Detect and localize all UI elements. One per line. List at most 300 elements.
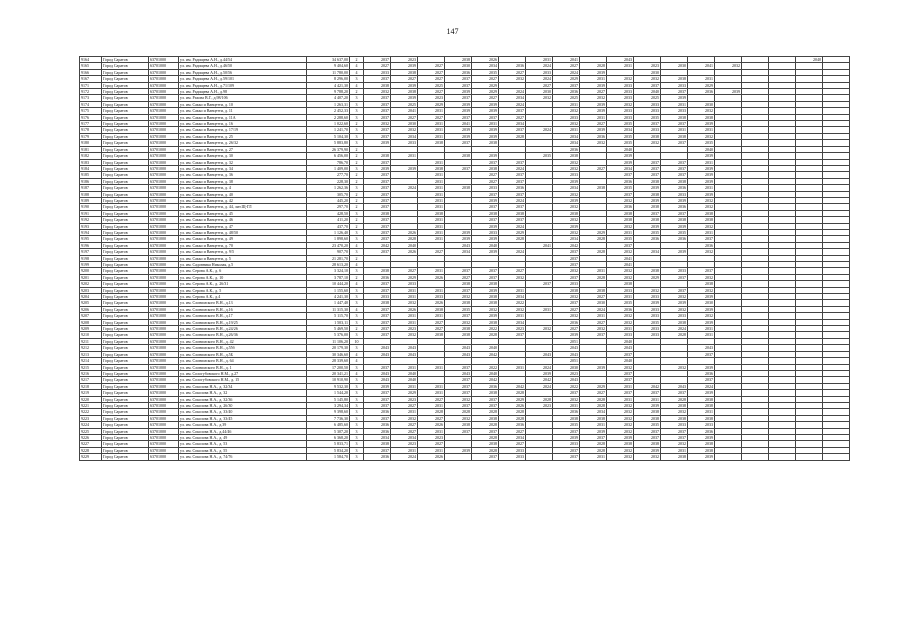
table-cell: ул. им. Сакко и Ванцетти, д. 17/19 (179, 127, 307, 133)
table-cell: 9212 (80, 345, 102, 351)
table-cell: 2038 (553, 287, 580, 293)
table-cell: 2039 (445, 127, 472, 133)
table-cell: 2039 (472, 249, 499, 255)
table-cell: 2038 (364, 268, 391, 274)
table-cell: 9228 (80, 447, 102, 453)
table-cell: 2039 (607, 434, 634, 440)
table-cell: 2038 (661, 178, 688, 184)
table-cell: 63701000 (149, 108, 179, 114)
table-cell: 63701000 (149, 370, 179, 376)
table-cell: 2023 (418, 95, 445, 101)
table-cell: 2036 (688, 370, 715, 376)
table-cell: Город Саратов (102, 242, 149, 248)
table-cell: 2038 (445, 300, 472, 306)
table-cell: ул. им. Слонимского В.Н., д.24/26 (179, 326, 307, 332)
table-cell: 2038 (445, 422, 472, 428)
table-cell: 2028 (472, 409, 499, 415)
table-cell: 445,20 (307, 197, 350, 203)
table-cell: 2033 (661, 313, 688, 319)
table-cell: 63701000 (149, 159, 179, 165)
table-cell: 2032 (607, 428, 634, 434)
table-cell: 297,70 (307, 204, 350, 210)
table-cell: 2035 (472, 69, 499, 75)
table-cell: 2029 (580, 383, 607, 389)
table-cell: Город Саратов (102, 268, 149, 274)
table-cell: 2031 (418, 287, 445, 293)
table-cell: 2035 (634, 229, 661, 235)
table-cell: 2032 (499, 76, 526, 82)
table-cell: Город Саратов (102, 217, 149, 223)
table-cell: 2036 (580, 133, 607, 139)
table-cell: 2028 (472, 332, 499, 338)
table-cell: 2027 (553, 326, 580, 332)
table-cell: 2037 (553, 82, 580, 88)
table-cell: 3 (350, 383, 364, 389)
table-cell: 9193 (80, 223, 102, 229)
table-cell: 2024 (391, 454, 418, 460)
table-cell: Город Саратов (102, 396, 149, 402)
table-cell: 2026 (418, 422, 445, 428)
table-cell: 2 (350, 57, 364, 63)
table-cell: 2032 (688, 204, 715, 210)
table-cell: 2033 (607, 89, 634, 95)
table-cell: 2031 (418, 197, 445, 203)
table-cell: 2034 (472, 63, 499, 69)
table-cell: 2038 (472, 165, 499, 171)
table-cell: 2037 (445, 377, 472, 383)
table-cell: 2037 (364, 249, 391, 255)
table-cell: 3 (350, 133, 364, 139)
table-cell: ул. им. Сакко и Ванцетти, д. 5 (179, 255, 307, 261)
table-cell: 3 (350, 185, 364, 191)
table-cell: 2031 (391, 383, 418, 389)
table-cell: 2031 (688, 326, 715, 332)
table-cell: 2031 (391, 294, 418, 300)
table-cell: 2037 (364, 364, 391, 370)
table-cell: 2027 (364, 63, 391, 69)
table-cell: 2037 (364, 76, 391, 82)
table-cell: 3 (350, 95, 364, 101)
table-cell (445, 454, 472, 460)
table-cell: 2024 (688, 383, 715, 389)
table-cell: 9183 (80, 159, 102, 165)
table-cell: 2035 (634, 422, 661, 428)
table-cell: Город Саратов (102, 434, 149, 440)
table-cell: 63701000 (149, 217, 179, 223)
table-cell: 2037 (661, 89, 688, 95)
table-cell: 2029 (634, 274, 661, 280)
table-cell: 3 (350, 332, 364, 338)
table-cell: 9165 (80, 63, 102, 69)
table-cell: 2033 (634, 127, 661, 133)
table-cell: 2023 (553, 370, 580, 376)
table-cell: 2037 (661, 121, 688, 127)
table-cell: 2031 (688, 185, 715, 191)
table-cell: 2038 (661, 454, 688, 460)
table-cell: 2031 (418, 229, 445, 235)
table-cell: 2036 (688, 89, 715, 95)
table-cell: 2039 (661, 223, 688, 229)
table-cell: 2027 (526, 82, 553, 88)
table-cell: 63701000 (149, 268, 179, 274)
table-cell: 2034 (499, 95, 526, 101)
table-cell: 2037 (472, 159, 499, 165)
table-cell: 2038 (391, 89, 418, 95)
table-cell: 2037 (661, 390, 688, 396)
table-cell: 2037 (445, 82, 472, 88)
table-cell: 2031 (580, 114, 607, 120)
table-cell: 9208 (80, 319, 102, 325)
table-cell: 2039 (391, 63, 418, 69)
table-cell: 2035 (634, 319, 661, 325)
table-cell: 2038 (391, 69, 418, 75)
table-cell: 2037 (364, 326, 391, 332)
table-cell: 2026 (418, 454, 445, 460)
table-cell: 2039 (580, 108, 607, 114)
table-cell: 2037 (364, 447, 391, 453)
table-cell: 2029 (580, 229, 607, 235)
table-cell: 2037 (634, 121, 661, 127)
table-cell: 63701000 (149, 210, 179, 216)
table-cell: Город Саратов (102, 210, 149, 216)
table-cell: 2037 (499, 108, 526, 114)
table-cell: 2037 (472, 428, 499, 434)
table-cell: 2033 (499, 447, 526, 453)
table-cell: 2039 (553, 223, 580, 229)
table-cell: 2027 (391, 76, 418, 82)
table-cell: 63701000 (149, 76, 179, 82)
table-cell: 34 637,00 (307, 57, 350, 63)
table-cell: 2038 (607, 217, 634, 223)
table-cell: 2029 (472, 89, 499, 95)
table-cell: 63701000 (149, 364, 179, 370)
table-cell: 4 (350, 306, 364, 312)
table-cell: 2032 (553, 165, 580, 171)
table-cell: 2034 (391, 133, 418, 139)
table-cell: ул. им. Соколова Н.А., д. 32 (179, 390, 307, 396)
table-cell: 2038 (364, 82, 391, 88)
table-cell: 3 (350, 422, 364, 428)
table-cell: 2033 (607, 95, 634, 101)
table-cell: 2042 (472, 351, 499, 357)
table-cell: 63701000 (149, 69, 179, 75)
table-cell: 2039 (688, 178, 715, 184)
table-cell: 9200 (80, 268, 102, 274)
table-cell: 2039 (688, 306, 715, 312)
table-cell: 3 (350, 229, 364, 235)
table-cell: 3 (350, 114, 364, 120)
table-cell: 2032 (607, 101, 634, 107)
table-cell: 2032 (607, 454, 634, 460)
table-cell: 63701000 (149, 345, 179, 351)
table-cell: 2037 (634, 428, 661, 434)
table-cell: 2036 (607, 306, 634, 312)
table-cell: 2037 (364, 287, 391, 293)
table-cell: 2038 (445, 332, 472, 338)
table-cell: Город Саратов (102, 447, 149, 453)
table-cell: 2033 (553, 441, 580, 447)
table-cell: Город Саратов (102, 57, 149, 63)
table-cell: 2037 (445, 313, 472, 319)
table-cell: 9180 (80, 140, 102, 146)
table-cell: 2037 (607, 242, 634, 248)
table-cell: 2037 (445, 287, 472, 293)
table-cell: Город Саратов (102, 76, 149, 82)
table-cell: 2038 (634, 191, 661, 197)
table-cell: 2032 (499, 306, 526, 312)
table-cell: Город Саратов (102, 165, 149, 171)
table-cell: 2033 (661, 191, 688, 197)
table-cell: 2032 (391, 300, 418, 306)
table-cell: 2027 (499, 441, 526, 447)
table-cell: 2029 (472, 82, 499, 88)
table-cell: 20 179,30 (307, 345, 350, 351)
table-cell: 63701000 (149, 165, 179, 171)
table-cell: 2027 (580, 390, 607, 396)
table-cell: 9204 (80, 294, 102, 300)
table-cell: 1 241,70 (307, 127, 350, 133)
table-cell: 2038 (472, 441, 499, 447)
table-cell: 2037 (364, 185, 391, 191)
table-cell: 9226 (80, 434, 102, 440)
table-cell: 2026 (499, 402, 526, 408)
table-cell: 9220 (80, 396, 102, 402)
table-cell: 9 404,60 (307, 63, 350, 69)
table-cell: 2041 (391, 108, 418, 114)
table-cell: Город Саратов (102, 326, 149, 332)
table-cell: 2028 (580, 402, 607, 408)
table-cell: 2036 (364, 409, 391, 415)
table-cell: 2022 (472, 326, 499, 332)
table-cell: 2040 (472, 345, 499, 351)
table-cell: 2037 (553, 262, 580, 268)
table-cell: 2032 (445, 396, 472, 402)
table-cell: 2038 (688, 114, 715, 120)
table-cell: 2034 (391, 434, 418, 440)
table-cell: ул. им. Радищева А.Н., д.98 (179, 89, 307, 95)
table-cell: 3 (350, 319, 364, 325)
table-cell: ул. им. Сакко и Ванцетти, д. 46 (179, 217, 307, 223)
table-cell: 5 833,71 (307, 441, 350, 447)
table-cell: 2043 (364, 345, 391, 351)
table-cell: ул. им. Сакко и Ванцетти, д. 30 (179, 153, 307, 159)
table-cell: 2 (350, 191, 364, 197)
table-cell: 63701000 (149, 415, 179, 421)
table-cell: 2032 (499, 274, 526, 280)
table-cell: 9223 (80, 415, 102, 421)
table-cell: 9164 (80, 57, 102, 63)
table-cell: ул. им. Сакко и Ванцетти, д. 10 (179, 101, 307, 107)
table-cell: ул. им. Сакко и Ванцетти, д. 48/50 (179, 229, 307, 235)
table-cell: 2036 (688, 242, 715, 248)
table-cell: 9174 (80, 101, 102, 107)
table-cell: 2043 (553, 345, 580, 351)
table-cell: 2027 (499, 69, 526, 75)
table-cell: 5 376,00 (307, 332, 350, 338)
table-cell: 2034 (445, 249, 472, 255)
table-cell: 2033 (364, 294, 391, 300)
table-cell: 2038 (364, 153, 391, 159)
table-cell: 2037 (364, 396, 391, 402)
table-cell: 2035 (526, 153, 553, 159)
table-cell: 2037 (364, 319, 391, 325)
table-cell: 9189 (80, 197, 102, 203)
table-cell: 26 379,90 (307, 146, 350, 152)
table-cell: 3 (350, 390, 364, 396)
table-cell: 9177 (80, 121, 102, 127)
table-cell: 3 (350, 415, 364, 421)
table-cell: 2036 (607, 204, 634, 210)
table-cell: 2033 (607, 108, 634, 114)
table-cell: 9 398,60 (307, 409, 350, 415)
table-cell: 2032 (661, 409, 688, 415)
table-cell: 2031 (499, 287, 526, 293)
table-cell: 2037 (445, 76, 472, 82)
table-cell: ул. им. Радищева А.Н., д.50/56 (179, 69, 307, 75)
table-cell: 2030 (445, 63, 472, 69)
table-cell: 2028 (499, 409, 526, 415)
table-cell: 2027 (418, 63, 445, 69)
table-cell: 2031 (418, 364, 445, 370)
table-cell: 2037 (688, 351, 715, 357)
table-cell: 63701000 (149, 255, 179, 261)
table-cell: 2039 (391, 165, 418, 171)
table-cell: 2028 (580, 441, 607, 447)
table-cell: 63701000 (149, 197, 179, 203)
table-cell: 2037 (472, 396, 499, 402)
table-cell: 2024 (526, 364, 553, 370)
table-cell: 2043 (364, 351, 391, 357)
table-cell: 2039 (391, 95, 418, 101)
table-cell: ул. им. Соколова Н.А., д. 26/30 (179, 402, 307, 408)
table-cell: 2039 (472, 101, 499, 107)
table-cell: 2037 (553, 255, 580, 261)
table-cell: 2024 (499, 89, 526, 95)
table-cell: 2032 (580, 95, 607, 101)
table-cell: 2024 (499, 101, 526, 107)
table-cell: 2038 (364, 300, 391, 306)
table-cell: ул. им. Сакко и Ванцетти, д. 47 (179, 223, 307, 229)
table-cell: Город Саратов (102, 306, 149, 312)
table-cell: 2035 (445, 306, 472, 312)
table-cell: 2043 (445, 351, 472, 357)
table-cell: 2025 (553, 95, 580, 101)
table-cell: 2037 (634, 172, 661, 178)
table-cell: 2037 (472, 204, 499, 210)
table-cell: 2032 (607, 409, 634, 415)
table-cell: 63701000 (149, 402, 179, 408)
table-cell: 2031 (418, 178, 445, 184)
table-cell: 2043 (391, 351, 418, 357)
table-cell: 9175 (80, 108, 102, 114)
table-cell: 2027 (472, 172, 499, 178)
table-cell: 2038 (472, 300, 499, 306)
table-cell: 2023 (526, 402, 553, 408)
table-cell: 2039 (688, 172, 715, 178)
table-cell: 2035 (607, 185, 634, 191)
table-cell: 2029 (499, 396, 526, 402)
table-cell: Город Саратов (102, 255, 149, 261)
table-cell: 4 (350, 358, 364, 364)
table-cell: 63701000 (149, 57, 179, 63)
table-cell: 2039 (445, 229, 472, 235)
table-cell: 63701000 (149, 204, 179, 210)
table-cell: 63701000 (149, 396, 179, 402)
table-cell: 5 145,80 (307, 396, 350, 402)
table-cell: 2039 (688, 390, 715, 396)
table-cell: 2022 (553, 383, 580, 389)
table-cell: Город Саратов (102, 351, 149, 357)
table-cell: 2038 (661, 76, 688, 82)
table-cell: 2031 (418, 133, 445, 139)
data-table (79, 56, 850, 461)
table-cell: 9167 (80, 76, 102, 82)
table-cell: 2040 (688, 146, 715, 152)
table-cell: 2026 (418, 300, 445, 306)
table-cell: 10 (350, 338, 364, 344)
table-cell: 1 262,36 (307, 185, 350, 191)
table-cell: 9181 (80, 146, 102, 152)
table-cell: 2037 (364, 204, 391, 210)
table-cell: 2041 (607, 262, 634, 268)
table-cell: 2038 (445, 281, 472, 287)
table-cell: 2032 (607, 197, 634, 203)
table-cell: ул. им. Серова А.К., д. 26/31 (179, 281, 307, 287)
table-cell: Город Саратов (102, 319, 149, 325)
table-cell: 2030 (634, 69, 661, 75)
table-cell: 2038 (445, 185, 472, 191)
table-cell: 2032 (553, 294, 580, 300)
table-cell: 9190 (80, 204, 102, 210)
table-cell: 2031 (391, 319, 418, 325)
table-cell: 2032 (391, 332, 418, 338)
table-cell: 2037 (661, 159, 688, 165)
table-cell: 6 485,60 (307, 422, 350, 428)
table-cell: 2038 (580, 415, 607, 421)
table-cell: Город Саратов (102, 409, 149, 415)
table-cell: 2028 (445, 409, 472, 415)
table-cell: 2031 (661, 101, 688, 107)
table-cell: 2037 (472, 454, 499, 460)
table-cell: 2036 (364, 428, 391, 434)
table-cell: ул. им. Серова А.К., д. 10 (179, 274, 307, 280)
table-cell: 2038 (607, 281, 634, 287)
table-cell: 2037 (364, 159, 391, 165)
table-cell: 9178 (80, 127, 102, 133)
table-cell: 9225 (80, 428, 102, 434)
table-cell (823, 454, 850, 460)
table-cell: 2039 (634, 447, 661, 453)
table-cell: 2035 (607, 133, 634, 139)
table-cell: 2042 (364, 242, 391, 248)
table-cell: 9186 (80, 178, 102, 184)
table-cell: 2031 (418, 223, 445, 229)
table-cell: 2039 (526, 370, 553, 376)
table-cell: ул. им. Сакко и Ванцетти, д. 32 (179, 159, 307, 165)
table-cell: 2037 (364, 95, 391, 101)
table-cell: 2037 (607, 390, 634, 396)
table-cell: 28 339,60 (307, 358, 350, 364)
table-cell: ул. им. Сакко и Ванцетти, д. 36 (179, 172, 307, 178)
table-cell: ул. им. Соколова Н.А., д.39 (179, 422, 307, 428)
page-number: 147 (446, 27, 459, 36)
table-cell: 2032 (553, 191, 580, 197)
table-cell: 2039 (661, 300, 688, 306)
table-cell: 2037 (499, 217, 526, 223)
table-cell: 2024 (526, 76, 553, 82)
table-cell: Город Саратов (102, 345, 149, 351)
table-cell: ул. им. Сакко и Ванцетти, д. 34 (179, 165, 307, 171)
